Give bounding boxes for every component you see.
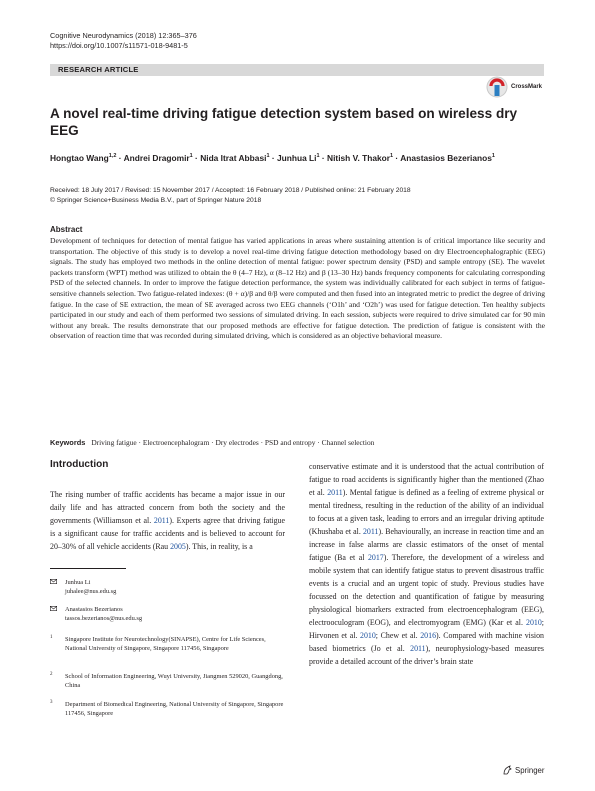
- publisher-name: Springer: [515, 765, 545, 775]
- keywords-label: Keywords: [50, 438, 86, 447]
- intro-left-column: [50, 488, 285, 553]
- author-affiliation-sup: 1: [316, 153, 320, 160]
- history-dates: Received: 18 July 2017 / Revised: 15 November 2017 / Accepted: 16 February 2018 / Published online: 21 February 2018: [50, 187, 411, 194]
- abstract-heading: Abstract: [50, 225, 83, 234]
- author-affiliation-sup: 1: [266, 153, 270, 160]
- body-text: ; Hirvonen et al.: [309, 618, 544, 640]
- body-text: The rising number of traffic accidents has became a major issue in our daily life and has attracted concern from both the society and the governments (Williamson et al.: [50, 490, 285, 525]
- author-affiliation-sup: 1: [189, 153, 193, 160]
- citation-year-link[interactable]: 2017: [367, 553, 384, 562]
- body-text: ). Experts agree that driving fatigue is a significant cause for traffic accidents and is believed to account for 20–30% of all vehicle accidents (Rau: [50, 516, 285, 551]
- author-name[interactable]: Hongtao Wang: [50, 153, 109, 163]
- publisher-logo: [503, 765, 544, 775]
- author-name[interactable]: Junhua Li: [276, 153, 317, 163]
- affiliation-text: Department of Biomedical Engineering, National University of Singapore, Singapore 117456, Singapore: [65, 701, 284, 717]
- correspondence-email[interactable]: juhalee@nus.edu.sg: [65, 588, 117, 595]
- keywords-line: [50, 438, 545, 447]
- intro-right-column: [309, 460, 544, 668]
- abstract-text: Development of techniques for detection of mental fatigue has varied applications in areas where sustaining attention is of critical importance like security and transportation. The objective of this study is to develop a novel real-time driving fatigue detection methodology based on dry Electroencephalographic (EEG) signals. The study has employed two methods in the online detection of mental fatigue: power spectrum density (PSD) and sample entropy (SE). The wavelet packets transform (WPT) method was utilized to obtain the θ (4–7 Hz), α (8–12 Hz) and β (13–30 Hz) bands frequency components for calculating corresponding PSD of the selected channels. In order to improve the fatigue detection performance, the system was individually calibrated for each subject in terms of fatigue-sensitive channels selection. Two fatigue-related indexes: (θ + α)/β and θ/β were computed and then fused into an integrated metric to predict the degree of driving fatigue. In the case of SE extraction, the mean of SE averaged across two EEG channels (‘O1h’ and ‘O2h’) was used for fatigue detection. Ten healthy subjects participated in our study and each of them performed two sessions of simulated driving. In each session, subjects were required to drive simulated car for 90 min without any break. The results demonstrate that our proposed methods are effective for fatigue detection. The prediction of fatigue is consistent with the observation of reaction time that was recorded during simulated driving, which is considered as an objective behavioral measure.: [50, 236, 545, 341]
- affiliation-number: 2: [50, 672, 53, 677]
- citation-year-link[interactable]: 2011: [410, 644, 426, 653]
- author-name[interactable]: Andrei Dragomir: [123, 153, 190, 163]
- envelope-icon: [50, 579, 57, 584]
- copyright-line: © Springer Science+Business Media B.V., part of Springer Nature 2018: [50, 197, 262, 204]
- keywords-list: Driving fatigue · Electroencephalogram · Dry electrodes · PSD and entropy · Channel selection: [91, 438, 375, 447]
- author-separator: ·: [319, 153, 328, 163]
- article-type-label: RESEARCH ARTICLE: [58, 65, 139, 74]
- springer-horse-icon: [503, 765, 512, 775]
- correspondence-email[interactable]: tassos.bezerianos@nus.edu.sg: [65, 615, 143, 622]
- body-text: ), neurophysiology-based measures provide a detailed account of the driver’s brain state: [309, 644, 544, 666]
- crossmark-label: CrossMark: [511, 84, 543, 90]
- citation-year-link[interactable]: 2010: [526, 618, 542, 627]
- doi-link[interactable]: https://doi.org/10.1007/s11571-018-9481-5: [50, 41, 188, 50]
- correspondence-name: Junhua Li: [65, 579, 91, 586]
- journal-header: [50, 31, 197, 51]
- body-text: ). Compared with machine vision based biometrics (Jo et al.: [309, 631, 544, 653]
- affiliation-text: Singapore Institute for Neurotechnology(SINAPSE), Centre for Life Sciences, National University of Singapore, Singapore 117456, Singapore: [65, 636, 266, 652]
- author-affiliation-sup: 1: [491, 153, 495, 160]
- citation-year-link[interactable]: 2011: [327, 488, 343, 497]
- author-affiliation-sup: 1: [390, 153, 394, 160]
- affiliation-text: School of Information Engineering, Wuyi University, Jiangmen 529020, Guangdong, China: [65, 673, 283, 689]
- affiliation-number: 3: [50, 700, 53, 705]
- author-separator: ·: [269, 153, 277, 163]
- envelope-icon: [50, 606, 57, 611]
- body-text: ). Behaviourally, an increase in reaction time and an increase in false alarms are classic estimators of the onset of mental fatigue (Ba et al: [309, 527, 544, 562]
- affiliation-number: 1: [50, 635, 53, 640]
- body-text: ). Therefore, the development of a wireless and mobile system that can identify fatigue status to prevent disastrous traffic events is a crucial and an urgent topic of study. Previous studies have focussed on the detection and quantification of fatigue by measuring physiological biomarkers extracted from electroencephalogram (EEG), electrooculogram (EOG), and electromyogram (EMG) (Kar et al.: [309, 553, 544, 627]
- citation-year-link[interactable]: 2011: [153, 516, 170, 525]
- body-text: ). Mental fatigue is defined as a feeling of extreme physical or mental tiredness, resulting in the reduction of the ability of an individual to focus at a given task, leading to errors and an irregular driving aptitude (Khushaba et al.: [309, 488, 544, 536]
- body-text: ). This, in reality, is a: [185, 542, 253, 551]
- author-separator: ·: [393, 153, 401, 163]
- author-name[interactable]: Nitish V. Thakor: [327, 153, 391, 163]
- footnote-divider: [50, 568, 126, 569]
- citation-year-link[interactable]: 2005: [170, 542, 186, 551]
- author-name[interactable]: Anastasios Bezerianos: [400, 153, 492, 163]
- author-name[interactable]: Nida Itrat Abbasi: [200, 153, 267, 163]
- citation-year-link[interactable]: 2010: [360, 631, 376, 640]
- publication-dates: [50, 186, 411, 206]
- author-separator: ·: [116, 153, 124, 163]
- author-affiliation-sup: 1,2: [108, 153, 117, 160]
- body-text: conservative estimate and it is understood that the actual contribution of fatigue to road accidents is significantly higher than the mentioned (Zhao et al.: [309, 462, 544, 497]
- author-list: [50, 153, 550, 163]
- author-separator: ·: [192, 153, 201, 163]
- body-text: ; Chew et al.: [375, 631, 421, 640]
- citation-year-link[interactable]: 2016: [420, 631, 437, 640]
- article-title: A novel real-time driving fatigue detection system based on wireless dry EEG: [50, 106, 518, 138]
- citation-year-link[interactable]: 2011: [362, 527, 379, 536]
- introduction-heading: Introduction: [50, 459, 109, 470]
- correspondence-name: Anastasios Bezerianos: [65, 606, 123, 613]
- crossmark-badge[interactable]: [486, 76, 546, 102]
- journal-citation: Cognitive Neurodynamics (2018) 12:365–376: [50, 31, 197, 40]
- crossmark-icon: [486, 76, 508, 100]
